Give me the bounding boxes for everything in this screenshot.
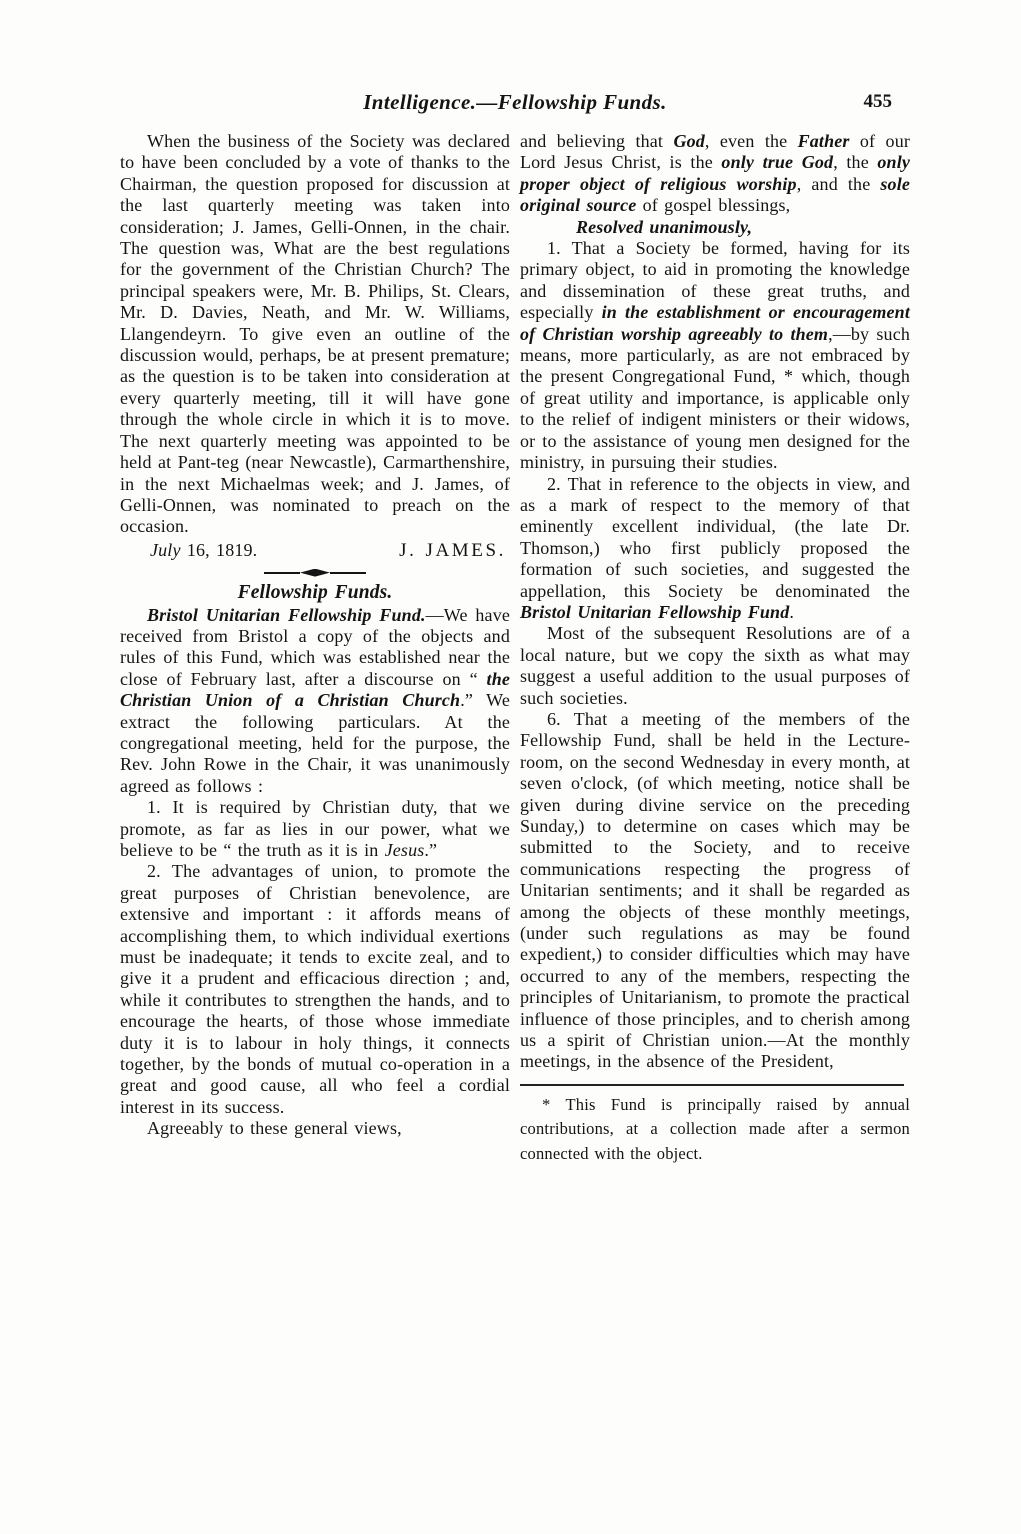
running-title: Intelligence.—Fellowship Funds. [363,90,667,114]
footnote-rule [520,1084,904,1086]
dateline-signature: J. JAMES. [399,539,506,561]
dateline [120,540,510,561]
ornament-line-right [330,572,366,574]
text-columns [120,131,910,1166]
paragraph-agreeably: Agreeably to these general views, [147,1118,402,1139]
paragraph-bristol-fund-intro: Bristol Unitarian Fellowship Fund.—We have received from Bristol a copy of the objects and rules of this Fund, which was established near the close of February last, after a discourse on “ the Christian Union of a Christian Church.” We extract the following particulars. At the congregational meeting, held for the purpose, the Rev. John Rowe in the Chair, it was unanimously agreed as follows : [120,604,510,796]
paragraph-subsequent-resolutions: Most of the subsequent Resolutions are of a local nature, but we copy the sixth as what may suggest a useful addition to the usual purposes of such societies. [520,623,910,708]
page-number: 455 [863,91,892,112]
paragraph-sixth-resolution: 6. That a meeting of the members of the Fellowship Fund, shall be held in the Lecture-room, on the second Wednesday in every month, at seven o'clock, (of which meeting, notice shall be given during divine service on the preceding Sunday,) to determine on cases which may be submitted to the Society, and to receive communications respecting the progress of Unitarian sentiments; and it shall be regarded as among the objects of these monthly meetings, (under such regulations as may be found expedient,) to consider difficulties which may have occurred to any of the members, respecting the principles of Unitarianism, to promote the practical influence of those principles, and to cherish among us a spirit of Christian union.—At the monthly meetings, in the absence of the President, [520,708,910,1072]
paragraph-resolved-unanimously: Resolved unanimously, [576,216,753,237]
right-column [520,131,910,1166]
section-divider-ornament [120,565,510,580]
footnote-text: * This Fund is principally raised by annual contributions, at a collection made after a sermon connected with the object. [520,1094,910,1163]
ornament-line-left [264,572,300,574]
left-column [120,131,510,1166]
section-heading-fellowship-funds: Fellowship Funds. [237,582,393,604]
paragraph-resolution-2: 2. The advantages of union, to promote the great purposes of Christian benevolence, are extensive and important : it affords means of accomplishing them, to which individual exertions must be inadequate; it tends to excite zeal, and to give it a prudent and efficacious direction ; and, while it contributes to strengthen the hands, and to encourage the hearts, of those whose immediate duty it is to labour in holy things, it connects together, by the bonds of mutual co-operation in a great and good cause, all who feel a cordial interest in its success. [120,861,510,1117]
page-header [120,90,910,120]
paragraph-believing-continuation: and believing that God, even the Father of our Lord Jesus Christ, is the only true God, the only proper object of religious worship, and the sole original source of gospel blessings, [520,131,911,216]
paragraph-reference-objects: 2. That in reference to the objects in view, and as a mark of respect to the memory of that eminently excellent individual, (the late Dr. Thomson,) who first publicly proposed the formation of such societies, and suggested the appellation, this Society be denominated the Bristol Unitarian Fellowship Fund. [520,473,910,622]
paragraph-society-business: When the business of the Society was declared to have been concluded by a vote of thanks to the Chairman, the question proposed for discussion at the last quarterly meeting was taken into consideration; J. James, Gelli-Onnen, in the chair. The question was, What are the best regulations for the government of the Christian Church? The principal speakers were, Mr. B. Philips, St. Clears, Mr. D. Davies, Neath, and Mr. W. Williams, Llangendeyrn. To give even an outline of the discussion would, perhaps, be at present premature; as the question is to be taken into consideration at every quarterly meeting, till it will have gone through the whole circle in which it is to move. The next quarterly meeting was appointed to be held at Pant-teg (near Newcastle), Carmarthenshire, in the next Michaelmas week; and J. James, of Gelli-Onnen, was nominated to preach on the occasion. [120,131,510,537]
ornament-diamond-icon [300,569,330,577]
dateline-date: July 16, 1819. [150,539,258,560]
paragraph-society-formed: 1. That a Society be formed, having for its primary object, to aid in promoting the knowledge and dissemination of these great truths, and especially in the establishment or encouragement of Christian worship agreeably to them,—by such means, more particularly, as are not embraced by the present Congregational Fund, * which, though of great utility and importance, is applicable only to the relief of indigent ministers or their widows, or to the assistance of young men designed for the ministry, in pursuing their studies. [520,238,910,473]
paragraph-resolution-1: 1. It is required by Christian duty, that we promote, as far as lies in our power, what we believe to be “ the truth as it is in Jesus.” [120,797,510,860]
